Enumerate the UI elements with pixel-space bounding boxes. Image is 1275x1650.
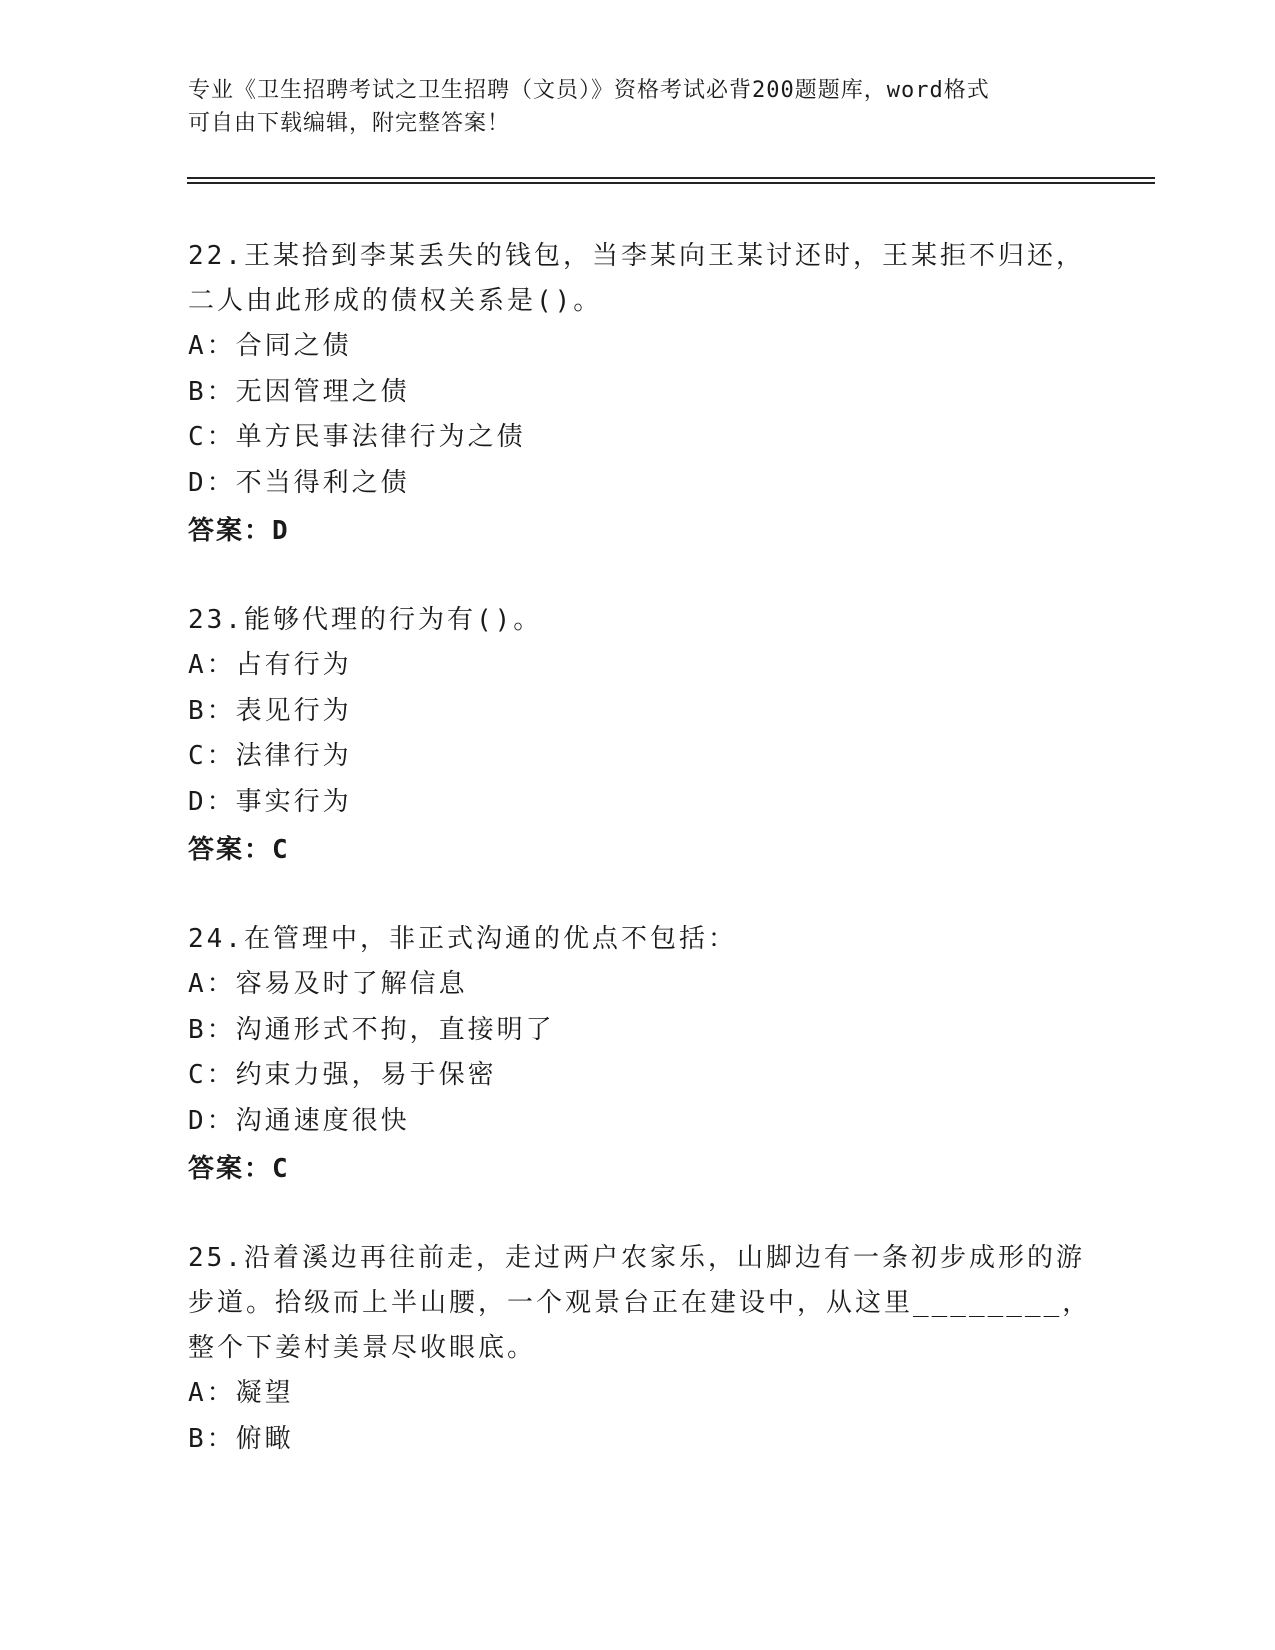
question-stem-line: 步道。拾级而上半山腰，一个观景台正在建设中，从这里________， [188, 1288, 1092, 1318]
question-stem-line: 整个下姜村美景尽收眼底。 [188, 1333, 537, 1363]
question-stem-line: 24.在管理中，非正式沟通的优点不包括： [188, 924, 737, 954]
header-divider-bottom [187, 182, 1155, 184]
option-b: B：无因管理之债 [188, 376, 410, 407]
question-stem-line: 23.能够代理的行为有()。 [188, 605, 543, 635]
option-c: C：约束力强，易于保密 [188, 1060, 497, 1090]
answer-label: 答案：C [188, 1154, 290, 1184]
question-23 [188, 598, 1088, 873]
option-a: A：凝望 [188, 1378, 294, 1408]
option-c: C：单方民事法律行为之债 [188, 422, 526, 452]
question-22 [188, 234, 1088, 554]
answer-label: 答案：D [188, 516, 290, 546]
option-d: D：沟通速度很快 [188, 1105, 410, 1136]
header-divider-top [187, 177, 1155, 179]
option-b: B：表见行为 [188, 695, 352, 726]
option-d: D：事实行为 [188, 786, 352, 817]
answer-label: 答案：C [188, 835, 290, 865]
document-header [188, 74, 1088, 140]
option-a: A：容易及时了解信息 [188, 969, 468, 999]
question-25 [188, 1236, 1092, 1462]
question-stem-line: 二人由此形成的债权关系是()。 [188, 286, 603, 316]
question-24 [188, 917, 1088, 1192]
option-d: D：不当得利之债 [188, 467, 410, 498]
option-a: A：合同之债 [188, 331, 352, 361]
header-line-1: 专业《卫生招聘考试之卫生招聘（文员）》资格考试必背200题题库，word格式 [188, 78, 990, 103]
question-stem-line: 25.沿着溪边再往前走，走过两户农家乐，山脚边有一条初步成形的游 [188, 1243, 1085, 1273]
header-line-2: 可自由下载编辑，附完整答案！ [188, 111, 511, 136]
option-a: A：占有行为 [188, 650, 352, 680]
question-stem-line: 22.王某拾到李某丢失的钱包，当李某向王某讨还时，王某拒不归还， [188, 241, 1085, 271]
option-b: B：俯瞰 [188, 1423, 294, 1454]
option-c: C：法律行为 [188, 741, 352, 771]
option-b: B：沟通形式不拘，直接明了 [188, 1014, 555, 1045]
